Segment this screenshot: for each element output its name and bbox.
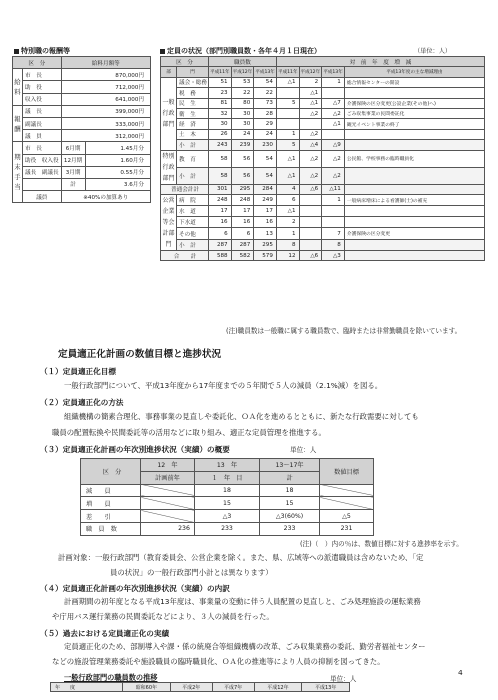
staff-change: 1 bbox=[276, 129, 299, 139]
staff-reason: 公民館、学校事務の臨時職員化 bbox=[344, 150, 484, 167]
salary-table bbox=[12, 56, 151, 203]
staff-count: 28 bbox=[254, 108, 277, 118]
trend-header-cell: 平成2年 bbox=[170, 683, 212, 692]
staff-count: 53 bbox=[231, 77, 254, 87]
staff-division: 小 計 bbox=[177, 140, 209, 150]
year-label: 平成12年 bbox=[299, 67, 322, 77]
plan-cell: △5 bbox=[320, 510, 374, 523]
staff-change: △2 bbox=[322, 108, 345, 118]
staff-change: △2 bbox=[299, 129, 322, 139]
plan-cell: 233 bbox=[194, 522, 259, 535]
staff-change: △4 bbox=[299, 140, 322, 150]
staff-division: 土 木 bbox=[177, 129, 209, 139]
staff-row bbox=[161, 150, 485, 167]
staff-change: △2 bbox=[299, 167, 322, 184]
staff-header-count: 職員数 bbox=[208, 57, 276, 67]
staff-division: 経 済 bbox=[177, 119, 209, 129]
plan-row bbox=[81, 484, 374, 497]
page-number: 4 bbox=[458, 668, 463, 677]
staff-change: △2 bbox=[322, 167, 345, 184]
bonus-period: 12月期 bbox=[61, 154, 85, 166]
s3-target-2: 員の状況」の一般行政部門小計とは異なります） bbox=[110, 568, 273, 577]
staff-public-body bbox=[161, 194, 485, 250]
bonus-total-label: 計 bbox=[61, 178, 85, 190]
staff-row bbox=[161, 108, 485, 118]
plan-unit: 単位：人 bbox=[290, 446, 317, 454]
staff-change: △1 bbox=[276, 167, 299, 184]
staff-reason: 介護保険の区分変更 bbox=[344, 228, 484, 239]
trend-header-row bbox=[51, 683, 350, 692]
staff-reason bbox=[344, 250, 484, 260]
staff-reason bbox=[344, 167, 484, 184]
staff-reason: ごみ収集事業の民間委託化 bbox=[344, 108, 484, 118]
trend-row bbox=[51, 692, 350, 693]
staff-change: △6 bbox=[299, 184, 322, 194]
staff-count: 16 bbox=[231, 217, 254, 228]
staff-count: 579 bbox=[254, 250, 277, 260]
staff-change: △11 bbox=[322, 184, 345, 194]
staff-count: 23 bbox=[208, 88, 231, 98]
s2-text-2: 職員の配置転換や民間委託等の活用などに取り組み、適正な定員管理を推進する。 bbox=[52, 428, 326, 437]
staff-unit: （単位：人） bbox=[414, 48, 452, 55]
year-label: 平成13年 bbox=[322, 67, 345, 77]
staff-count: 24 bbox=[231, 129, 254, 139]
staff-count: 32 bbox=[208, 108, 231, 118]
plan-header-target: 数値目標 bbox=[320, 459, 374, 485]
bonus-period: 6月期 bbox=[61, 142, 85, 154]
staff-count: 287 bbox=[208, 239, 231, 250]
staff-division: 水 道 bbox=[177, 206, 209, 217]
s1-text: 一般行政部門について、平成13年度から17年度までの５年間で５人の減員（2.1%減）を図る。 bbox=[64, 381, 383, 390]
trend-header-cell: 昭和60年 bbox=[123, 683, 171, 692]
staff-count: 80 bbox=[231, 98, 254, 108]
plan-row bbox=[81, 522, 374, 535]
s3-note: (注)（ ）内の％は、数値目標に対する進捗率を示す。 bbox=[300, 540, 463, 548]
trend-cell bbox=[123, 692, 171, 693]
salary-header-category: 区 分 bbox=[13, 57, 62, 69]
staff-division: 議会・総務 bbox=[177, 77, 209, 87]
bonus-months: 1.45月分 bbox=[85, 142, 150, 154]
plan-cell: 15 bbox=[260, 497, 320, 510]
staff-reason bbox=[344, 184, 484, 194]
trend-table bbox=[50, 682, 350, 692]
staff-change: △7 bbox=[322, 98, 345, 108]
staff-division: 民 生 bbox=[177, 98, 209, 108]
staff-table bbox=[160, 56, 485, 261]
staff-change bbox=[322, 206, 345, 217]
staff-change: 1 bbox=[322, 77, 345, 87]
bonus-role: 助役 収入役 bbox=[23, 154, 62, 166]
staff-change: 5 bbox=[276, 140, 299, 150]
salary-row bbox=[13, 69, 151, 81]
trend-unit: 単位：人 bbox=[330, 675, 357, 683]
staff-row bbox=[161, 239, 485, 250]
s4-title: （４）定員適正化計画の年次別進捗状況（実績）の内訳 bbox=[40, 584, 230, 593]
plan-cell: 236 bbox=[141, 522, 195, 535]
s5-text-1: 定員適正化のため、部制導入や課・係の統廃合等組織機構の改革、ごみ収集業務の委託、勤労者福祉センター bbox=[64, 642, 426, 651]
staff-count: 249 bbox=[254, 194, 277, 205]
staff-division: 小 計 bbox=[177, 167, 209, 184]
trend-header-cell: 年 度 bbox=[51, 683, 123, 692]
staff-change: △1 bbox=[299, 98, 322, 108]
staff-count: 17 bbox=[254, 206, 277, 217]
staff-change: 1 bbox=[322, 194, 345, 205]
bonus-months: 0.55月分 bbox=[85, 166, 150, 178]
year-label: 平成12年 bbox=[231, 67, 254, 77]
s5-title: （５）過去における定員適正化の実績 bbox=[40, 629, 170, 638]
staff-count: 239 bbox=[231, 140, 254, 150]
staff-reason: 一般病床増床による看護師(士)の補充 bbox=[344, 194, 484, 205]
year-label: 平成11年 bbox=[276, 67, 299, 77]
staff-count: 16 bbox=[208, 217, 231, 228]
staff-count: 54 bbox=[254, 77, 277, 87]
staff-count: 22 bbox=[231, 88, 254, 98]
staff-count: 58 bbox=[208, 167, 231, 184]
s4-text-1: 計画期間の初年度となる平成13年度は、事業量の変動に伴う人員配置の見直しと、ごみ処理施設の運転業務 bbox=[64, 597, 421, 606]
staff-row bbox=[161, 217, 485, 228]
staff-change: △1 bbox=[276, 77, 299, 87]
staff-count: 51 bbox=[208, 77, 231, 87]
bonus-note-text: ※40%の加算あり bbox=[61, 191, 150, 203]
salary-amount: 870,000円 bbox=[61, 69, 150, 81]
bonus-note-row bbox=[13, 191, 151, 203]
staff-count: 29 bbox=[254, 119, 277, 129]
staff-change: 2 bbox=[299, 77, 322, 87]
year-label: 平成11年 bbox=[208, 67, 231, 77]
staff-group-label: 特別行政部門 bbox=[161, 150, 177, 184]
staff-count: 17 bbox=[208, 206, 231, 217]
staff-change bbox=[299, 119, 322, 129]
staff-count: 81 bbox=[208, 98, 231, 108]
bonus-row bbox=[13, 142, 151, 154]
salary-header-amount: 給料月額等 bbox=[61, 57, 150, 69]
plan-cell-empty bbox=[141, 510, 195, 523]
staff-count: 58 bbox=[208, 150, 231, 167]
staff-row bbox=[161, 119, 485, 129]
staff-row bbox=[161, 140, 485, 150]
trend-cell bbox=[170, 692, 212, 693]
plan-cell: 15 bbox=[194, 497, 259, 510]
staff-division: 普通会計計 bbox=[161, 184, 209, 194]
staff-change bbox=[299, 239, 322, 250]
staff-group-label: 公営企業等会計部門 bbox=[161, 194, 177, 250]
plan-subheader-total: 計 bbox=[260, 471, 320, 484]
trend-header-cell: 平成7年 bbox=[212, 683, 254, 692]
staff-change: △1 bbox=[276, 150, 299, 167]
staff-row bbox=[161, 77, 485, 87]
plan-subheader-prev: 計画前年 bbox=[141, 471, 195, 484]
salary-role: 副議長 bbox=[23, 117, 62, 129]
staff-change bbox=[299, 228, 322, 239]
staff-reason bbox=[344, 239, 484, 250]
s3-title: （３）定員適正化計画の年次別進捗状況（実績）の概要 bbox=[40, 445, 230, 454]
s2-text-1: 組織機構の簡素合理化、事務事業の見直しや委託化、ＯＡ化を進めるとともに、新たな行政需要に対しても bbox=[64, 412, 419, 421]
salary-role: 市 長 bbox=[23, 69, 62, 81]
bonus-total-row bbox=[13, 178, 151, 190]
staff-reason bbox=[344, 88, 484, 98]
staff-change bbox=[299, 194, 322, 205]
salary-row bbox=[13, 117, 151, 129]
staff-count: 30 bbox=[231, 119, 254, 129]
staff-change bbox=[276, 119, 299, 129]
staff-count: 73 bbox=[254, 98, 277, 108]
plan-cell-empty bbox=[141, 497, 195, 510]
staff-count: 287 bbox=[231, 239, 254, 250]
plan-row bbox=[81, 510, 374, 523]
staff-change: 1 bbox=[276, 228, 299, 239]
bonus-role: 市 長 bbox=[23, 142, 62, 154]
staff-division: 病 院 bbox=[177, 194, 209, 205]
staff-header-dept: 部 bbox=[161, 67, 177, 77]
bonus-note-role: 議員 bbox=[23, 191, 62, 203]
s3-target-1: 計画対象：一般行政部門（教育委員会、公営企業を除く。また、県、広域等への派遣職員は含めないため、「定 bbox=[58, 553, 424, 562]
staff-count: 295 bbox=[254, 239, 277, 250]
staff-division: 税 務 bbox=[177, 88, 209, 98]
trend-row-label bbox=[51, 692, 123, 693]
staff-ordinary-body bbox=[161, 184, 485, 194]
plan-cell: 18 bbox=[260, 484, 320, 497]
staff-reason bbox=[344, 206, 484, 217]
staff-division: その他 bbox=[177, 228, 209, 239]
staff-count: 582 bbox=[231, 250, 254, 260]
staff-count: 24 bbox=[254, 129, 277, 139]
staff-change: 12 bbox=[276, 250, 299, 260]
staff-change: △2 bbox=[299, 108, 322, 118]
reason-header: 平成13年度の主な増減理由 bbox=[344, 67, 484, 77]
salary-title: 特別職の報酬等 bbox=[14, 46, 70, 56]
plan-table bbox=[80, 458, 374, 536]
salary-row bbox=[13, 93, 151, 105]
staff-count: 243 bbox=[208, 140, 231, 150]
staff-grand-body bbox=[161, 250, 485, 260]
bonus-total-value: 3.6月分 bbox=[85, 178, 150, 190]
staff-change: 8 bbox=[276, 239, 299, 250]
staff-count: 248 bbox=[231, 194, 254, 205]
trend-cell bbox=[254, 692, 302, 693]
plan-cell: △3(60%) bbox=[260, 510, 320, 523]
staff-general-body bbox=[161, 77, 485, 150]
staff-count: 248 bbox=[208, 194, 231, 205]
s1-title: （１）定員適正化目標 bbox=[40, 367, 116, 376]
staff-change: △9 bbox=[322, 140, 345, 150]
bonus-group-label: 期末手当 bbox=[13, 142, 23, 203]
staff-row bbox=[161, 250, 485, 260]
plan-cell-empty bbox=[320, 497, 374, 510]
staff-group-label: 一般行政部門 bbox=[161, 77, 177, 150]
salary-amount: 312,000円 bbox=[61, 130, 150, 142]
salary-amount: 712,000円 bbox=[61, 81, 150, 93]
salary-group-label: 給料 bbox=[13, 69, 23, 106]
bonus-role: 議長 副議長 bbox=[23, 166, 62, 178]
staff-reason bbox=[344, 129, 484, 139]
staff-change: 7 bbox=[322, 228, 345, 239]
trend-cell bbox=[302, 692, 350, 693]
staff-count: 30 bbox=[208, 119, 231, 129]
staff-reason: 介護保険の区分変更(公設企業(その他)へ) bbox=[344, 98, 484, 108]
salary-row bbox=[13, 81, 151, 93]
staff-subheader-row bbox=[161, 67, 485, 77]
staff-change: 6 bbox=[276, 194, 299, 205]
s2-title: （２）定員適正化の方法 bbox=[40, 398, 124, 407]
salary-row bbox=[13, 105, 151, 117]
trend-header-cell: 平成12年 bbox=[254, 683, 302, 692]
staff-count: 26 bbox=[208, 129, 231, 139]
staff-change: △2 bbox=[322, 150, 345, 167]
staff-change: △1 bbox=[276, 206, 299, 217]
bonus-row bbox=[13, 154, 151, 166]
staff-title: 定員の状況（部門別職員数・各年４月１日現在） bbox=[160, 46, 321, 56]
salary-header-row bbox=[13, 57, 151, 69]
staff-row bbox=[161, 98, 485, 108]
staff-change: 5 bbox=[276, 98, 299, 108]
staff-count: 30 bbox=[231, 108, 254, 118]
plan-header-row bbox=[81, 459, 374, 472]
salary-row bbox=[13, 130, 151, 142]
section-title: 定員適正化計画の数値目標と進捗状況 bbox=[58, 349, 222, 360]
staff-change: 4 bbox=[276, 184, 299, 194]
trend-cell bbox=[212, 692, 254, 693]
salary-role: 助 役 bbox=[23, 81, 62, 93]
staff-count: 17 bbox=[231, 206, 254, 217]
plan-cell: △3 bbox=[194, 510, 259, 523]
staff-special-body bbox=[161, 150, 485, 184]
trend-header-cell: 平成13年 bbox=[302, 683, 350, 692]
staff-count: 56 bbox=[231, 150, 254, 167]
staff-change bbox=[322, 217, 345, 228]
staff-count: 284 bbox=[254, 184, 277, 194]
staff-count: 54 bbox=[254, 150, 277, 167]
staff-division: 合 計 bbox=[161, 250, 209, 260]
trend-title: 一般行政部門の職員数の推移 bbox=[64, 673, 158, 682]
staff-count: 6 bbox=[231, 228, 254, 239]
plan-header-div: 区 分 bbox=[81, 459, 141, 485]
bonus-period: 3月期 bbox=[61, 166, 85, 178]
staff-row bbox=[161, 184, 485, 194]
staff-count: 56 bbox=[231, 167, 254, 184]
staff-division: 衛 生 bbox=[177, 108, 209, 118]
plan-row bbox=[81, 497, 374, 510]
plan-subheader-y1: １ 年 目 bbox=[194, 471, 259, 484]
staff-change: 8 bbox=[322, 239, 345, 250]
staff-division: 下水道 bbox=[177, 217, 209, 228]
staff-row bbox=[161, 129, 485, 139]
plan-header-y12: 12 年 bbox=[141, 459, 195, 472]
salary-role: 議 員 bbox=[23, 130, 62, 142]
year-label: 平成13年 bbox=[254, 67, 277, 77]
staff-count: 16 bbox=[254, 217, 277, 228]
staff-header-row bbox=[161, 57, 485, 67]
plan-cell-empty bbox=[141, 484, 195, 497]
staff-row bbox=[161, 206, 485, 217]
staff-change: △6 bbox=[299, 250, 322, 260]
staff-change bbox=[276, 108, 299, 118]
plan-cell: 231 bbox=[320, 522, 374, 535]
plan-cell: 233 bbox=[260, 522, 320, 535]
staff-count: 588 bbox=[208, 250, 231, 260]
staff-count: 54 bbox=[254, 167, 277, 184]
staff-reason bbox=[344, 217, 484, 228]
plan-row-label: 差 引 bbox=[81, 510, 141, 523]
staff-header-change: 対 前 年 度 増 減 bbox=[276, 57, 484, 67]
s5-text-2: などの施設管理業務委託や施設職員の臨時職員化、ＯＡ化の推進等により人員の抑制を図ってきた。 bbox=[52, 657, 385, 666]
plan-row-label: 増 員 bbox=[81, 497, 141, 510]
staff-count: 22 bbox=[254, 88, 277, 98]
plan-header-y13: 13 年 bbox=[194, 459, 259, 472]
staff-reason: 総合情報センターの開設 bbox=[344, 77, 484, 87]
staff-change bbox=[322, 129, 345, 139]
salary-group-label: 報酬 bbox=[13, 105, 23, 142]
plan-cell-empty bbox=[320, 484, 374, 497]
staff-reason bbox=[344, 140, 484, 150]
staff-count: 230 bbox=[254, 140, 277, 150]
staff-division: 小 計 bbox=[177, 239, 209, 250]
staff-row bbox=[161, 194, 485, 205]
staff-note: (注)職員数は一般職に属する職員数で、臨時または非常勤職員を除いています。 bbox=[226, 327, 462, 335]
plan-cell: 18 bbox=[194, 484, 259, 497]
plan-row-label: 職 員 数 bbox=[81, 522, 141, 535]
salary-amount: 333,000円 bbox=[61, 117, 150, 129]
staff-change: △2 bbox=[299, 150, 322, 167]
bonus-row bbox=[13, 166, 151, 178]
staff-change: △1 bbox=[322, 119, 345, 129]
staff-count: 295 bbox=[231, 184, 254, 194]
salary-amount: 641,000円 bbox=[61, 93, 150, 105]
bonus-months: 1.60月分 bbox=[85, 154, 150, 166]
staff-change: △1 bbox=[299, 88, 322, 98]
staff-change bbox=[322, 88, 345, 98]
staff-count: 6 bbox=[208, 228, 231, 239]
salary-role: 収入役 bbox=[23, 93, 62, 105]
staff-row bbox=[161, 88, 485, 98]
plan-row-label: 減 員 bbox=[81, 484, 141, 497]
staff-header-division: 区 分 bbox=[161, 57, 209, 67]
plan-header-y1317: 13〜17年 bbox=[260, 459, 320, 472]
salary-amount: 399,000円 bbox=[61, 105, 150, 117]
staff-change: 2 bbox=[276, 217, 299, 228]
salary-role: 議 長 bbox=[23, 105, 62, 117]
s4-text-2: や庁用バス運行業務の民間委託などにより、３人の減員を行った。 bbox=[52, 612, 274, 621]
staff-row bbox=[161, 167, 485, 184]
staff-change bbox=[299, 206, 322, 217]
staff-change bbox=[276, 88, 299, 98]
staff-reason: 観光イベント事業の終了 bbox=[344, 119, 484, 129]
staff-change: △3 bbox=[322, 250, 345, 260]
staff-division: 教 育 bbox=[177, 150, 209, 167]
staff-row bbox=[161, 228, 485, 239]
staff-count: 301 bbox=[208, 184, 231, 194]
staff-count: 13 bbox=[254, 228, 277, 239]
staff-header-section: 門 bbox=[177, 67, 209, 77]
staff-change bbox=[299, 217, 322, 228]
